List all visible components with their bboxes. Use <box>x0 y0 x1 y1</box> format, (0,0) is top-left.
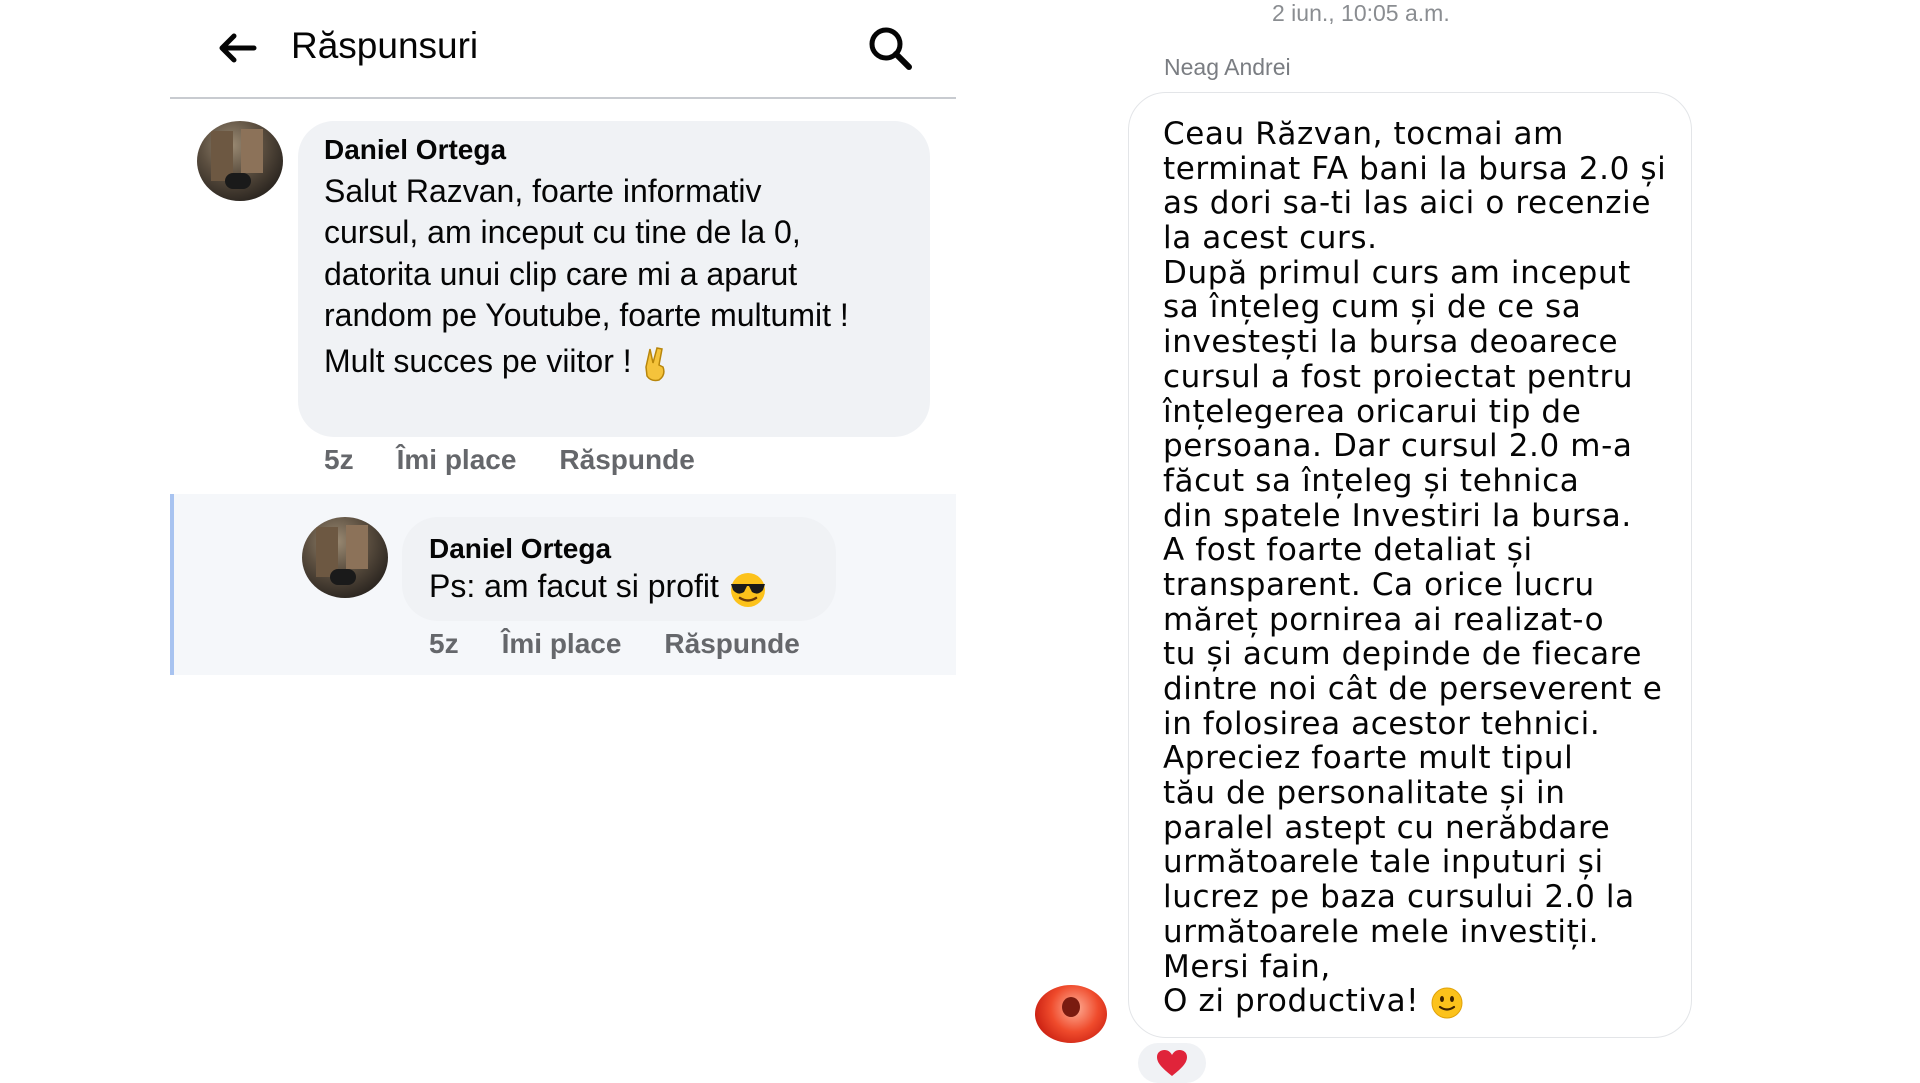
reply-text: Ps: am facut si profit <box>429 568 719 604</box>
reply-like-button[interactable]: Îmi place <box>501 628 622 659</box>
reply-text-row <box>429 566 768 608</box>
victory-hand-emoji <box>641 345 671 383</box>
like-button[interactable]: Îmi place <box>396 444 517 475</box>
message-line: paralel astept cu nerăbdare <box>1163 809 1611 846</box>
comment-line: Mult succes pe viitor ! <box>324 343 632 379</box>
reply-author[interactable]: Daniel Ortega <box>429 533 612 564</box>
message-timestamp: 2 iun., 10:05 a.m. <box>1272 0 1450 26</box>
message-line: tu și acum depinde de fiecare <box>1163 636 1643 673</box>
comment-author[interactable]: Daniel Ortega <box>324 134 507 165</box>
message-line: tău de personalitate și in <box>1163 775 1566 812</box>
message-line: măreț pornirea ai realizat-o <box>1163 601 1605 638</box>
reply-reply-button[interactable]: Răspunde <box>664 628 800 659</box>
message-line: investești la bursa deoarece <box>1163 324 1619 361</box>
message-line: sa înțeleg cum și de ce sa <box>1163 289 1582 326</box>
message-line: persoana. Dar cursul 2.0 m-a <box>1163 428 1633 465</box>
message-line: as dori sa-ti las aici o recenzie <box>1163 185 1652 222</box>
page-title: Răspunsuri <box>291 25 479 66</box>
comment-line: cursul, am inceput cu tine de la 0, <box>324 214 801 250</box>
search-button[interactable] <box>860 20 920 76</box>
comment-line: random pe Youtube, foarte multumit ! <box>324 297 849 333</box>
replies-header <box>170 0 956 99</box>
message-line: O zi productiva! <box>1163 983 1420 1020</box>
message-line: făcut sa înțeleg și tehnica <box>1163 462 1580 499</box>
back-button[interactable] <box>210 22 266 74</box>
slightly-smiling-face-emoji <box>1430 986 1464 1020</box>
message-line: din spatele Investiri la bursa. <box>1163 497 1632 534</box>
message-line-last <box>1163 984 1666 1019</box>
message-line: următoarele mele investiți. <box>1163 913 1600 950</box>
reply-avatar[interactable] <box>302 517 388 598</box>
message-line: terminat FA bani la bursa 2.0 și <box>1163 150 1667 187</box>
message-line: După primul curs am inceput <box>1163 254 1631 291</box>
message-line: următoarele tale inputuri și <box>1163 844 1604 881</box>
sender-name: Neag Andrei <box>1164 54 1291 80</box>
sunglasses-face-emoji <box>728 570 768 608</box>
comment-line-last <box>324 341 671 383</box>
search-icon <box>867 25 913 71</box>
message-text <box>1163 117 1666 1019</box>
message-line: Ceau Răzvan, tocmai am <box>1163 116 1564 152</box>
message-line: cursul a fost proiectat pentru <box>1163 358 1634 395</box>
sender-avatar[interactable] <box>1035 985 1107 1043</box>
message-line: lucrez pe baza cursului 2.0 la <box>1163 879 1635 916</box>
comment-actions <box>324 444 695 476</box>
message-reaction[interactable] <box>1138 1043 1206 1083</box>
message-line: in folosirea acestor tehnici. <box>1163 705 1601 742</box>
red-heart-icon <box>1156 1049 1188 1077</box>
message-line: A fost foarte detaliat și <box>1163 532 1533 569</box>
reply-actions <box>429 628 800 660</box>
message-line: înțelegerea oricarui tip de <box>1163 393 1582 430</box>
commenter-avatar[interactable] <box>197 121 283 201</box>
comment-time: 5z <box>324 444 354 475</box>
reply-time: 5z <box>429 628 459 659</box>
comment-line: Salut Razvan, foarte informativ <box>324 173 762 209</box>
message-line: la acest curs. <box>1163 220 1378 257</box>
reply-indicator <box>170 494 174 675</box>
arrow-left-icon <box>218 32 258 64</box>
message-line: transparent. Ca orice lucru <box>1163 566 1595 603</box>
message-line: Mersi fain, <box>1163 948 1331 985</box>
message-line: Apreciez foarte mult tipul <box>1163 740 1574 777</box>
message-line: dintre noi cât de perseverent e <box>1163 671 1663 707</box>
comment-line: datorita unui clip care mi a aparut <box>324 256 798 292</box>
reply-button[interactable]: Răspunde <box>559 444 695 475</box>
